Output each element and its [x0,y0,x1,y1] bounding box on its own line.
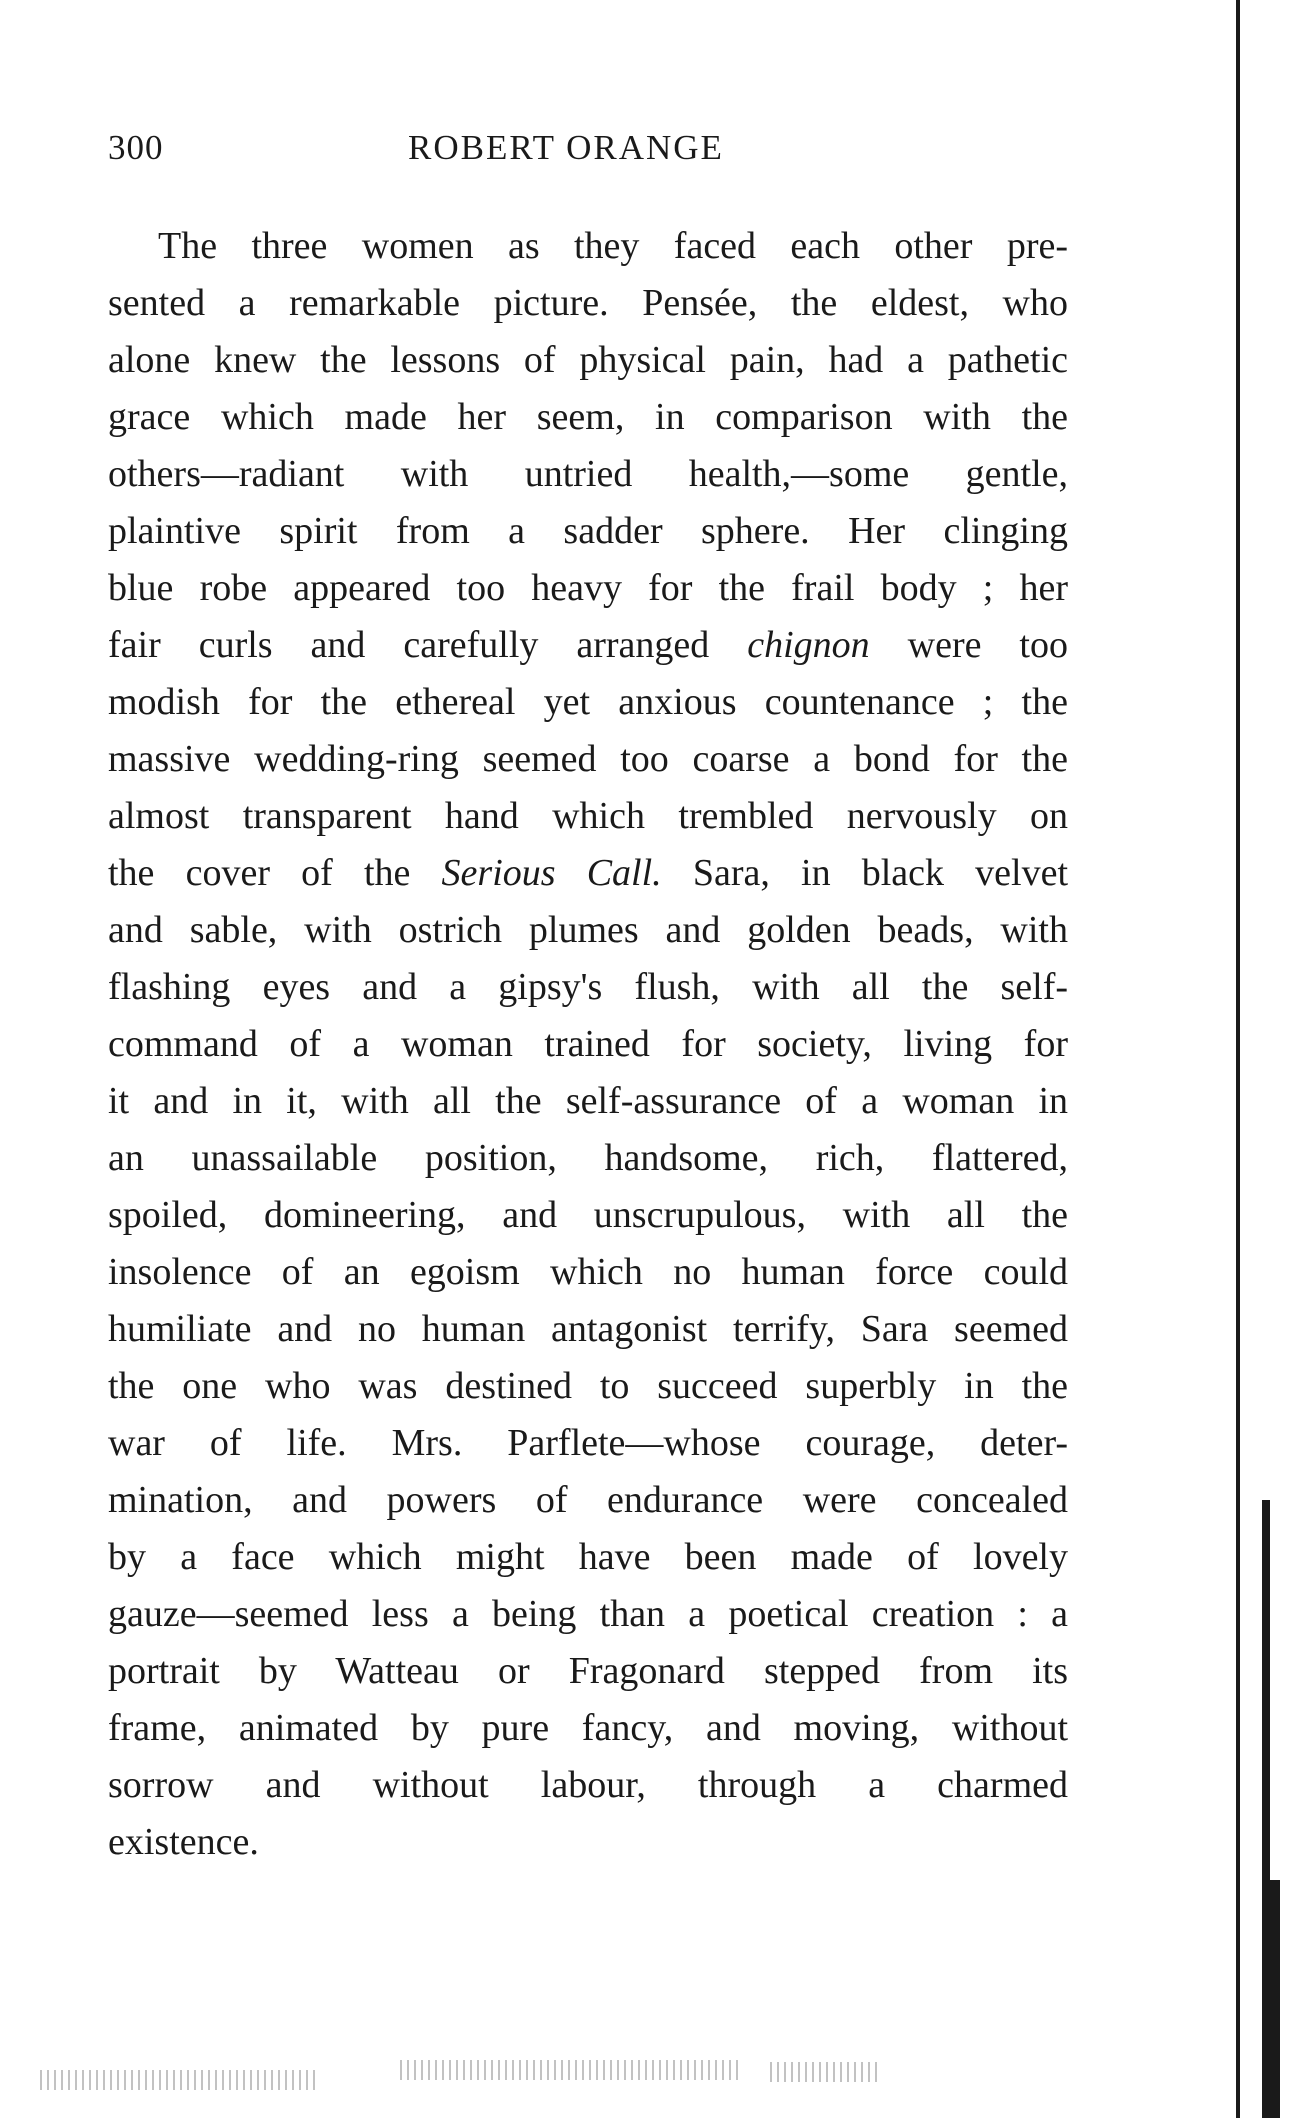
text-line: command of a woman trained for society, living for [108,1023,1068,1065]
text-line: alone knew the lessons of physical pain, had a pathetic [108,339,1068,381]
text-line: an unassailable position, handsome, rich, flattered, [108,1137,1068,1179]
text-segment: Sara, in black velvet [692,852,1069,894]
italic-title: Serious Call. [441,852,662,894]
body-paragraph [108,218,1068,1871]
text-line: insolence of an egoism which no human force could [108,1251,1068,1293]
text-line: it and in it, with all the self-assurance of a woman in [108,1080,1068,1122]
text-line: portrait by Watteau or Fragonard stepped from its [108,1650,1068,1692]
page-binding-shadow [1262,1500,1270,1880]
text-line: grace which made her seem, in comparison with the [108,396,1068,438]
text-segment: fair curls and carefully arranged [108,624,710,666]
text-line: plaintive spirit from a sadder sphere. Her clinging [108,510,1068,552]
scan-smudge [770,2062,880,2082]
text-line: gauze—seemed less a being than a poetical creation : a [108,1593,1068,1635]
text-line: sented a remarkable picture. Pensée, the eldest, who [108,282,1068,324]
text-segment: the cover of the [108,852,411,894]
text-line: blue robe appeared too heavy for the frail body ; her [108,567,1068,609]
text-line: existence. [108,1821,259,1863]
text-line: massive wedding-ring seemed too coarse a bond for the [108,738,1068,780]
page-header [108,128,1068,178]
text-line: by a face which might have been made of lovely [108,1536,1068,1578]
scan-smudge [400,2060,740,2080]
italic-word: chignon [747,624,870,666]
text-segment: were too [907,624,1068,666]
text-line [108,845,1068,902]
text-line: war of life. Mrs. Parflete—whose courage, deter- [108,1422,1068,1464]
text-line: The three women as they faced each other pre- [158,225,1068,267]
text-line: the one who was destined to succeed superbly in the [108,1365,1068,1407]
text-line: spoiled, domineering, and unscrupulous, with all the [108,1194,1068,1236]
text-line: almost transparent hand which trembled nervously on [108,795,1068,837]
page-binding-shadow [1262,1880,1280,2118]
scan-smudge [40,2070,320,2090]
text-line: sorrow and without labour, through a charmed [108,1764,1068,1806]
text-line [108,617,1068,674]
running-title: ROBERT ORANGE [408,128,724,167]
text-line: frame, animated by pure fancy, and moving, without [108,1707,1068,1749]
text-line: flashing eyes and a gipsy's flush, with all the self- [108,966,1068,1008]
page-number: 300 [108,128,164,167]
text-line: others—radiant with untried health,—some gentle, [108,453,1068,495]
page-binding-edge [1236,0,1240,2118]
text-line: modish for the ethereal yet anxious countenance ; the [108,681,1068,723]
text-line: humiliate and no human antagonist terrify, Sara seemed [108,1308,1068,1350]
text-line: and sable, with ostrich plumes and golden beads, with [108,909,1068,951]
text-line: mination, and powers of endurance were concealed [108,1479,1068,1521]
